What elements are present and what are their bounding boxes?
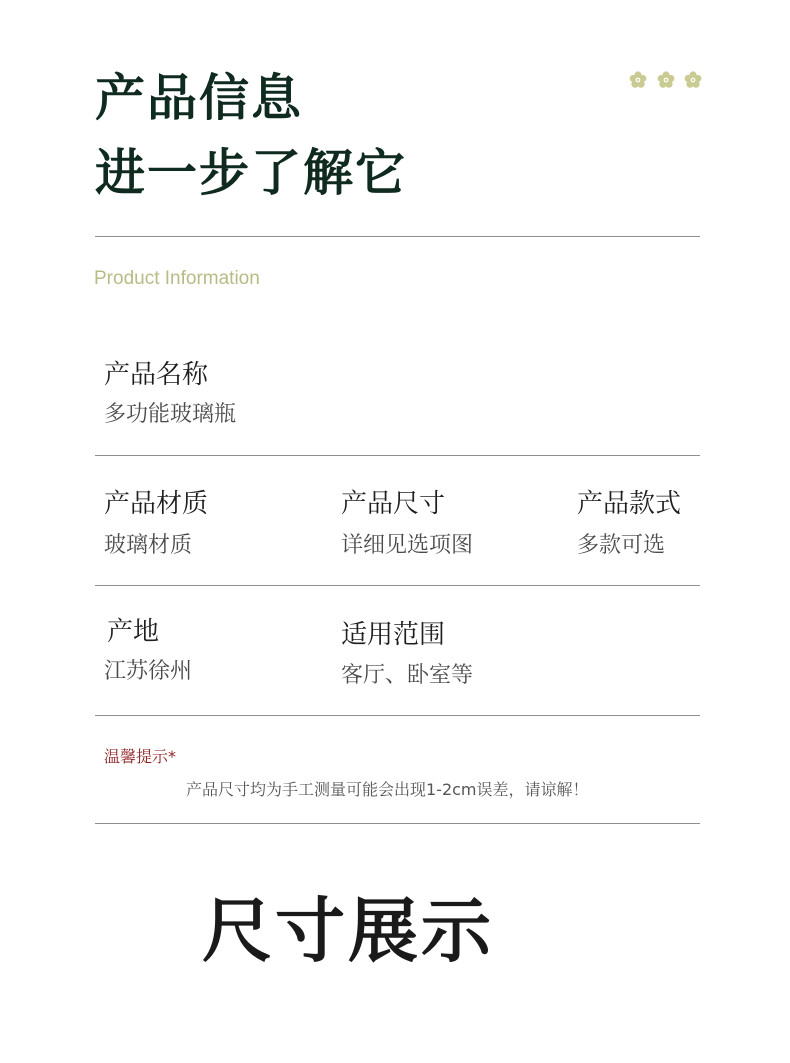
material-label: 产品材质 [104, 489, 209, 519]
page-title-line1: 产品信息 [95, 69, 303, 127]
material-value: 玻璃材质 [104, 533, 193, 558]
flower-decoration [628, 70, 703, 92]
size-label: 产品尺寸 [341, 489, 446, 519]
usage-label: 适用范围 [341, 620, 446, 650]
origin-label: 产地 [107, 617, 160, 647]
divider-tip [95, 823, 700, 824]
usage-value: 客厅、卧室等 [341, 663, 474, 688]
style-value: 多款可选 [577, 533, 666, 558]
style-label: 产品款式 [577, 489, 682, 519]
size-value: 详细见选项图 [341, 533, 474, 558]
product-name-label: 产品名称 [104, 360, 209, 390]
tip-text: 产品尺寸均为手工测量可能会出现1-2cm误差，请谅解！ [186, 780, 589, 799]
tip-label: 温馨提示* [104, 747, 177, 766]
divider-row3 [95, 715, 700, 716]
flower-icon [656, 70, 676, 90]
flower-icon [683, 70, 703, 90]
flower-icon [628, 70, 648, 90]
divider-row2 [95, 585, 700, 586]
page-title-line2: 进一步了解它 [95, 144, 407, 202]
divider-row1 [95, 455, 700, 456]
section-title-size-display: 尺寸展示 [202, 890, 494, 972]
subtitle-english: Product Information [94, 268, 260, 289]
product-name-value: 多功能玻璃瓶 [104, 402, 237, 427]
origin-value: 江苏徐州 [104, 659, 193, 684]
divider-header [95, 236, 700, 237]
